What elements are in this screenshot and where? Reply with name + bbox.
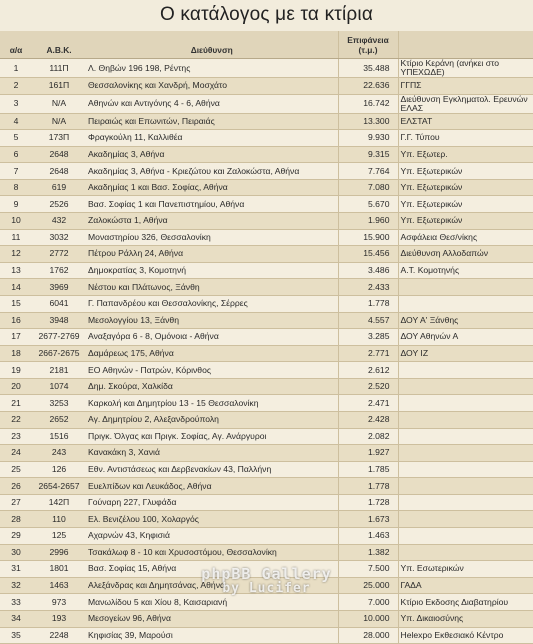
row-service	[398, 428, 533, 445]
table-row	[0, 59, 533, 78]
row-number: 16	[0, 312, 32, 329]
row-abk: 1463	[32, 577, 86, 594]
row-abk: 193	[32, 610, 86, 627]
row-address: Βασ. Σοφίας 15, Αθήνα	[86, 561, 338, 578]
row-area: 28.000	[338, 627, 398, 644]
row-number: 14	[0, 279, 32, 296]
row-address: Αγ. Δημητρίου 2, Αλεξανδρούπολη	[86, 411, 338, 428]
buildings-table	[0, 31, 533, 644]
row-area: 35.488	[338, 59, 398, 78]
row-service: ΔΟΥ ΙΖ	[398, 345, 533, 362]
row-abk: 173Π	[32, 130, 86, 147]
row-service: Υπ. Εξωτερικών	[398, 179, 533, 196]
row-service: ΓΑΔΑ	[398, 577, 533, 594]
row-number: 15	[0, 295, 32, 312]
row-abk: 2648	[32, 163, 86, 180]
row-abk: 6041	[32, 295, 86, 312]
row-number: 10	[0, 213, 32, 230]
row-area: 1.785	[338, 461, 398, 478]
row-area: 7.000	[338, 594, 398, 611]
table-row	[0, 163, 533, 180]
row-area: 2.471	[338, 395, 398, 412]
row-address: Μεσολογγίου 13, Ξάνθη	[86, 312, 338, 329]
row-abk: 2677-2769	[32, 329, 86, 346]
row-number: 31	[0, 561, 32, 578]
row-number: 23	[0, 428, 32, 445]
table-row	[0, 329, 533, 346]
table-row	[0, 113, 533, 130]
row-area: 2.612	[338, 362, 398, 379]
row-area: 3.486	[338, 262, 398, 279]
row-area: 15.456	[338, 246, 398, 263]
row-area: 1.778	[338, 478, 398, 495]
row-area: 1.463	[338, 528, 398, 545]
table-row	[0, 130, 533, 147]
row-address: Δαμάρεως 175, Αθήνα	[86, 345, 338, 362]
row-address: Γούναρη 227, Γλυφάδα	[86, 494, 338, 511]
row-address: Ακαδημίας 3, Αθήνα - Κριεζώτου και Ζαλοκώστα, Αθήνα	[86, 163, 338, 180]
row-service	[398, 544, 533, 561]
row-address: Καρκολή και Δημητρίου 13 - 15 Θεσσαλονίκη	[86, 395, 338, 412]
table-row	[0, 428, 533, 445]
row-number: 28	[0, 511, 32, 528]
row-number: 17	[0, 329, 32, 346]
row-address: Λ. Θηβών 196 198, Ρέντης	[86, 59, 338, 78]
row-address: Ακαδημίας 1 και Βασ. Σοφίας, Αθήνα	[86, 179, 338, 196]
table-row	[0, 445, 533, 462]
row-area: 22.636	[338, 78, 398, 95]
row-abk: 1516	[32, 428, 86, 445]
header-area-line2: (τ.μ.)	[358, 45, 378, 55]
row-number: 4	[0, 113, 32, 130]
row-address: Τσακάλωφ 8 - 10 και Χρυσοστόμου, Θεσσαλονίκη	[86, 544, 338, 561]
row-number: 22	[0, 411, 32, 428]
row-abk: 2654-2657	[32, 478, 86, 495]
row-area: 1.673	[338, 511, 398, 528]
table-row	[0, 528, 533, 545]
row-abk: 1762	[32, 262, 86, 279]
row-number: 18	[0, 345, 32, 362]
row-service	[398, 494, 533, 511]
row-address: Εθν. Αντιστάσεως και Δερβενακίων 43, Παλλήνη	[86, 461, 338, 478]
header-num: α/α	[0, 31, 32, 59]
row-abk: 973	[32, 594, 86, 611]
row-address: Ευελπίδων και Λευκάδος, Αθήνα	[86, 478, 338, 495]
row-number: 1	[0, 59, 32, 78]
row-area: 4.557	[338, 312, 398, 329]
row-area: 13.300	[338, 113, 398, 130]
row-abk: N/A	[32, 113, 86, 130]
row-abk: 243	[32, 445, 86, 462]
row-number: 26	[0, 478, 32, 495]
row-abk: 2667-2675	[32, 345, 86, 362]
row-service: ΔΟΥ Α' Ξάνθης	[398, 312, 533, 329]
row-abk: 126	[32, 461, 86, 478]
row-number: 20	[0, 378, 32, 395]
header-area-line1: Επιφάνεια	[347, 35, 389, 45]
row-abk: 432	[32, 213, 86, 230]
row-address: Πειραιώς και Επωνιτών, Πειραιάς	[86, 113, 338, 130]
table-row	[0, 378, 533, 395]
row-service: Διεύθυνση Εγκληματολ. Ερευνών ΕΛΑΣ	[398, 94, 533, 113]
watermark-line1: phpBB Gallery	[201, 565, 332, 583]
row-service	[398, 528, 533, 545]
table-row	[0, 78, 533, 95]
row-area: 1.728	[338, 494, 398, 511]
row-abk: 2248	[32, 627, 86, 644]
table-row	[0, 511, 533, 528]
row-service: Υπ. Δικαιοσύνης	[398, 610, 533, 627]
table-row	[0, 312, 533, 329]
row-abk: 111Π	[32, 59, 86, 78]
row-number: 9	[0, 196, 32, 213]
row-service	[398, 511, 533, 528]
table-row	[0, 577, 533, 594]
header-service	[398, 31, 533, 59]
row-service: Α.Τ. Κομοτηνής	[398, 262, 533, 279]
table-row	[0, 362, 533, 379]
row-service: Διεύθυνση Αλλοδαπών	[398, 246, 533, 263]
row-area: 1.960	[338, 213, 398, 230]
row-service: Κτίριο Εκδοσης Διαβατηρίου	[398, 594, 533, 611]
table-row	[0, 544, 533, 561]
row-number: 34	[0, 610, 32, 627]
row-address: Ακαδημίας 3, Αθήνα	[86, 146, 338, 163]
page-title: Ο κατάλογος με τα κτίρια	[159, 4, 374, 25]
table-row	[0, 196, 533, 213]
row-number: 6	[0, 146, 32, 163]
table-row	[0, 229, 533, 246]
row-address: Κηφισίας 39, Μαρούσι	[86, 627, 338, 644]
table-row	[0, 262, 533, 279]
row-area: 10.000	[338, 610, 398, 627]
row-abk: 1074	[32, 378, 86, 395]
row-abk: 125	[32, 528, 86, 545]
table-row	[0, 395, 533, 412]
table-row	[0, 610, 533, 627]
row-area: 1.778	[338, 295, 398, 312]
table-row	[0, 146, 533, 163]
row-abk: 142Π	[32, 494, 86, 511]
row-abk: 619	[32, 179, 86, 196]
row-area: 2.082	[338, 428, 398, 445]
row-number: 27	[0, 494, 32, 511]
row-abk: 2648	[32, 146, 86, 163]
row-number: 21	[0, 395, 32, 412]
row-address: Δημ. Σκούρα, Χαλκίδα	[86, 378, 338, 395]
table-header-row	[0, 31, 533, 59]
row-area: 2.520	[338, 378, 398, 395]
table-row	[0, 411, 533, 428]
row-address: Φραγκούλη 11, Καλλιθέα	[86, 130, 338, 147]
row-area: 1.382	[338, 544, 398, 561]
table-row	[0, 594, 533, 611]
row-number: 5	[0, 130, 32, 147]
row-area: 5.670	[338, 196, 398, 213]
row-service: Υπ. Εξωτερ.	[398, 146, 533, 163]
row-area: 3.285	[338, 329, 398, 346]
row-number: 29	[0, 528, 32, 545]
row-number: 2	[0, 78, 32, 95]
row-service	[398, 378, 533, 395]
table-row	[0, 627, 533, 644]
row-area: 2.428	[338, 411, 398, 428]
table-row	[0, 94, 533, 113]
row-address: Πέτρου Ράλλη 24, Αθήνα	[86, 246, 338, 263]
watermark-line2: by Lucifer	[222, 581, 311, 596]
row-address: ΕΟ Αθηνών - Πατρών, Κόρινθος	[86, 362, 338, 379]
table-row	[0, 561, 533, 578]
table-row	[0, 295, 533, 312]
row-address: Αναξαγόρα 6 - 8, Ομόνοια - Αθήνα	[86, 329, 338, 346]
row-area: 1.927	[338, 445, 398, 462]
row-number: 13	[0, 262, 32, 279]
row-service: Helexpo Εκθεσιακό Κέντρο	[398, 627, 533, 644]
row-abk: 161Π	[32, 78, 86, 95]
row-area: 15.900	[338, 229, 398, 246]
row-service	[398, 395, 533, 412]
row-service: Υπ. Εσωτερικών	[398, 561, 533, 578]
row-number: 8	[0, 179, 32, 196]
row-area: 9.930	[338, 130, 398, 147]
row-area: 25.000	[338, 577, 398, 594]
row-abk: 3969	[32, 279, 86, 296]
row-service: Υπ. Εξωτερικών	[398, 213, 533, 230]
row-abk: 3032	[32, 229, 86, 246]
row-abk: 1801	[32, 561, 86, 578]
row-service: Κτίριο Κεράνη (ανήκει στο ΥΠΕΧΩΔΕ)	[398, 59, 533, 78]
row-service: ΓΓΠΣ	[398, 78, 533, 95]
row-abk: N/A	[32, 94, 86, 113]
row-area: 16.742	[338, 94, 398, 113]
row-area: 9.315	[338, 146, 398, 163]
table-row	[0, 279, 533, 296]
row-number: 19	[0, 362, 32, 379]
table-row	[0, 478, 533, 495]
row-address: Νέστου και Πλάτωνος, Ξάνθη	[86, 279, 338, 296]
header-address: Διεύθυνση	[86, 31, 338, 59]
row-address: Γ. Παπανδρέου και Θεσσαλονίκης, Σέρρες	[86, 295, 338, 312]
row-number: 32	[0, 577, 32, 594]
row-service	[398, 445, 533, 462]
row-service: Γ.Γ. Τύπου	[398, 130, 533, 147]
row-address: Πριγκ. Όλγας και Πριγκ. Σοφίας, Αγ. Ανάργυροι	[86, 428, 338, 445]
row-service	[398, 279, 533, 296]
row-service	[398, 362, 533, 379]
row-number: 7	[0, 163, 32, 180]
row-abk: 2652	[32, 411, 86, 428]
row-abk: 2526	[32, 196, 86, 213]
row-abk: 3948	[32, 312, 86, 329]
row-address: Θεσσαλονίκης και Χανδρή, Μοσχάτο	[86, 78, 338, 95]
row-area: 7.080	[338, 179, 398, 196]
row-area: 7.764	[338, 163, 398, 180]
row-number: 33	[0, 594, 32, 611]
row-service: ΔΟΥ Αθηνών Α	[398, 329, 533, 346]
row-number: 35	[0, 627, 32, 644]
row-area: 2.433	[338, 279, 398, 296]
row-address: Αθηνών και Αντιγόνης 4 - 6, Αθήνα	[86, 94, 338, 113]
row-service	[398, 295, 533, 312]
row-abk: 2772	[32, 246, 86, 263]
row-service: ΕΛΣΤΑΤ	[398, 113, 533, 130]
table-row	[0, 345, 533, 362]
row-address: Αλεξάνδρας και Δημητσάνας, Αθήνα	[86, 577, 338, 594]
row-number: 24	[0, 445, 32, 462]
header-area	[338, 31, 398, 59]
row-number: 30	[0, 544, 32, 561]
row-area: 2.771	[338, 345, 398, 362]
row-abk: 110	[32, 511, 86, 528]
row-address: Μοναστηρίου 326, Θεσσαλονίκη	[86, 229, 338, 246]
table-row	[0, 179, 533, 196]
row-address: Μανωλίδου 5 και Χίου 8, Καισαριανή	[86, 594, 338, 611]
row-service: Υπ. Εξωτερικών	[398, 196, 533, 213]
row-abk: 3253	[32, 395, 86, 412]
row-number: 3	[0, 94, 32, 113]
row-address: Κανακάκη 3, Χανιά	[86, 445, 338, 462]
header-abk: Α.Β.Κ.	[32, 31, 86, 59]
table-row	[0, 246, 533, 263]
row-address: Μεσογείων 96, Αθήνα	[86, 610, 338, 627]
row-address: Ελ. Βενιζέλου 100, Χολαργός	[86, 511, 338, 528]
row-address: Ζαλοκώστα 1, Αθήνα	[86, 213, 338, 230]
row-service: Ασφάλεια Θεσ/νίκης	[398, 229, 533, 246]
row-area: 7.500	[338, 561, 398, 578]
row-number: 25	[0, 461, 32, 478]
table-row	[0, 213, 533, 230]
row-service	[398, 461, 533, 478]
row-service	[398, 411, 533, 428]
row-address: Αχαρνών 43, Κηφισιά	[86, 528, 338, 545]
row-abk: 2181	[32, 362, 86, 379]
row-service: Υπ. Εξωτερικών	[398, 163, 533, 180]
row-service	[398, 478, 533, 495]
row-address: Βασ. Σοφίας 1 και Πανεπιστημίου, Αθήνα	[86, 196, 338, 213]
row-number: 11	[0, 229, 32, 246]
table-row	[0, 461, 533, 478]
table-row	[0, 494, 533, 511]
row-number: 12	[0, 246, 32, 263]
row-abk: 2996	[32, 544, 86, 561]
row-address: Δημοκρατίας 3, Κομοτηνή	[86, 262, 338, 279]
